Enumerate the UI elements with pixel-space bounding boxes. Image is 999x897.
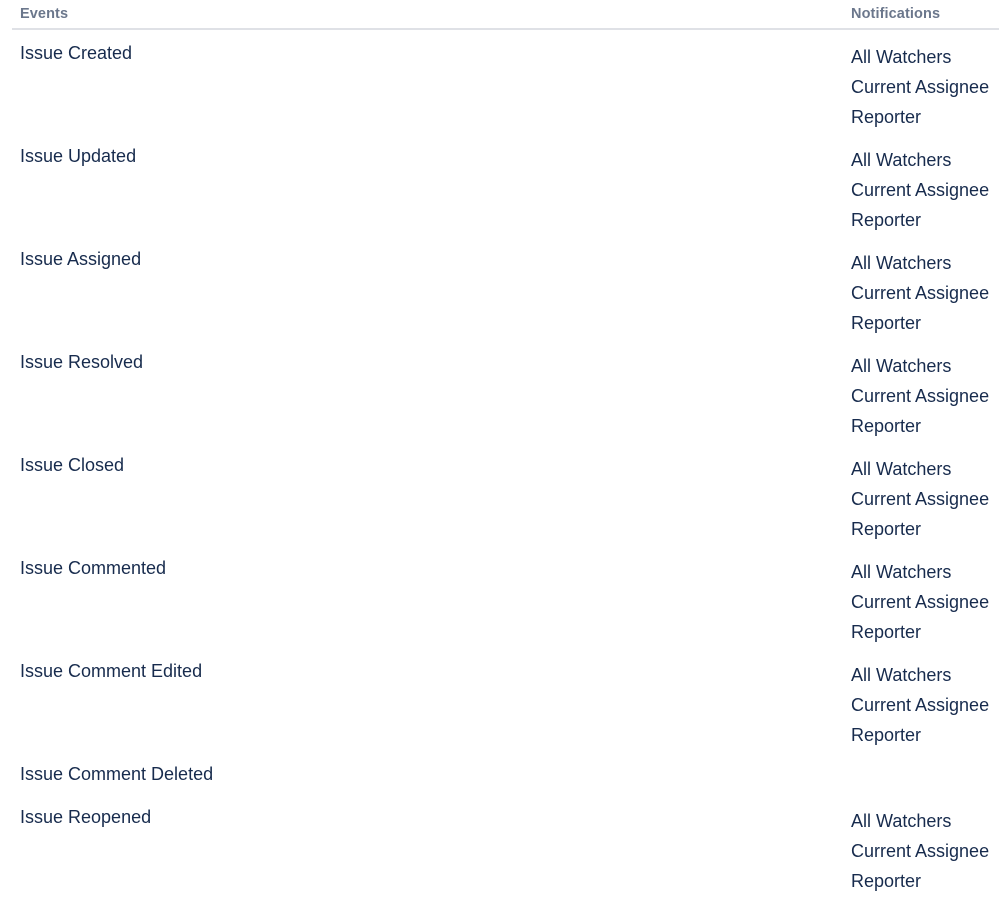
notification-recipient: Current Assignee (851, 695, 990, 715)
table-row (12, 339, 999, 442)
notification-list (851, 348, 999, 441)
notification-recipient: All Watchers (851, 562, 952, 582)
notification-list (851, 245, 999, 338)
notification-list (851, 760, 999, 763)
notification-list (851, 657, 999, 750)
table-row (12, 751, 999, 794)
event-name: Issue Updated (20, 146, 137, 166)
table-row (12, 545, 999, 648)
event-name: Issue Resolved (20, 352, 144, 372)
notification-recipient: Current Assignee (851, 180, 990, 200)
table-row (12, 648, 999, 751)
notification-recipient: Reporter (851, 107, 922, 127)
notification-recipient: Reporter (851, 519, 922, 539)
event-name: Issue Comment Deleted (20, 764, 214, 784)
notification-recipient: All Watchers (851, 253, 952, 273)
event-name: Issue Closed (20, 455, 125, 475)
notification-recipient: Reporter (851, 871, 922, 891)
notification-recipient: Current Assignee (851, 77, 990, 97)
events-column-header: Events (20, 6, 69, 22)
table-row (12, 442, 999, 545)
notification-recipient: Current Assignee (851, 283, 990, 303)
notification-recipient: Current Assignee (851, 489, 990, 509)
notification-recipient: Reporter (851, 725, 922, 745)
event-name: Issue Comment Edited (20, 661, 203, 681)
table-row (12, 794, 999, 897)
event-name: Issue Created (20, 43, 133, 63)
event-name: Issue Commented (20, 558, 167, 578)
table-row (12, 133, 999, 236)
notification-list (851, 554, 999, 647)
table-row (12, 236, 999, 339)
table-body (12, 30, 999, 897)
notification-recipient: Current Assignee (851, 841, 990, 861)
notification-list (851, 803, 999, 896)
notification-recipient: Reporter (851, 622, 922, 642)
notification-list (851, 39, 999, 132)
notification-scheme-table (12, 0, 999, 897)
notification-recipient: All Watchers (851, 150, 952, 170)
notification-recipient: Reporter (851, 313, 922, 333)
event-name: Issue Reopened (20, 807, 152, 827)
notification-list (851, 451, 999, 544)
notification-recipient: All Watchers (851, 459, 952, 479)
table-row (12, 30, 999, 133)
notification-recipient: Current Assignee (851, 386, 990, 406)
notification-recipient: All Watchers (851, 356, 952, 376)
notification-list (851, 142, 999, 235)
table-header (12, 0, 999, 30)
notification-recipient: All Watchers (851, 811, 952, 831)
notifications-column-header: Notifications (851, 6, 941, 22)
notification-recipient: Current Assignee (851, 592, 990, 612)
notification-recipient: All Watchers (851, 665, 952, 685)
notification-recipient: Reporter (851, 210, 922, 230)
notification-recipient: All Watchers (851, 47, 952, 67)
notification-recipient: Reporter (851, 416, 922, 436)
event-name: Issue Assigned (20, 249, 142, 269)
